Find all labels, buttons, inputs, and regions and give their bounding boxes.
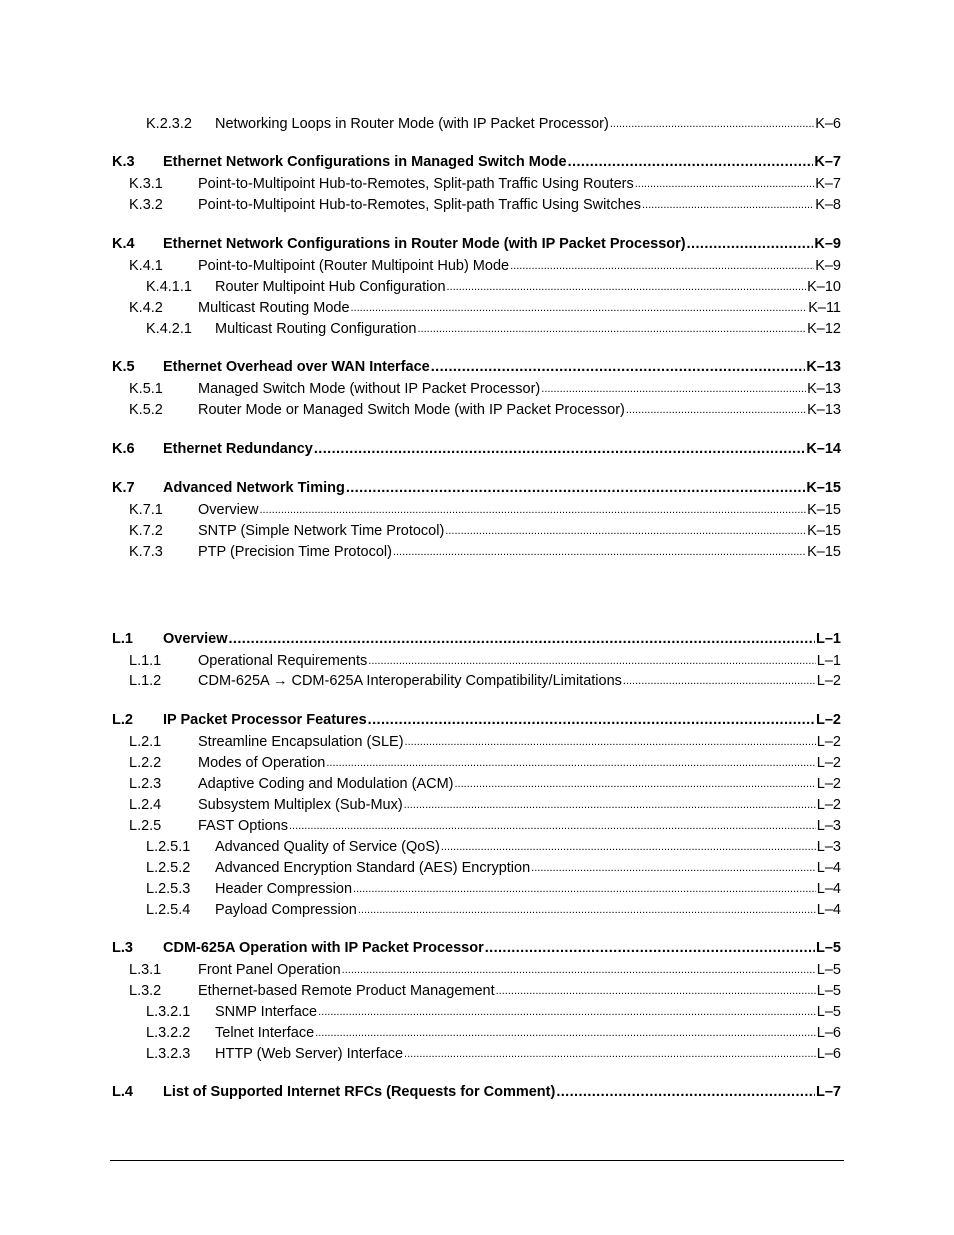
toc-entry-title: Header Compression	[215, 881, 353, 897]
dot-leader	[635, 175, 814, 193]
toc-entry-title: Front Panel Operation	[198, 962, 341, 978]
toc-entry-title: Point-to-Multipoint Hub-to-Remotes, Split-path Traffic Using Switches	[198, 197, 641, 213]
toc-entry-number: K.2.3.2	[146, 116, 192, 132]
dot-leader	[351, 299, 808, 317]
dot-leader	[441, 838, 816, 856]
toc-entry-page: L–2	[816, 734, 841, 750]
toc-entry-number: L.2.5.4	[146, 902, 191, 918]
dot-leader	[229, 631, 816, 648]
toc-entry-number: K.3.1	[129, 176, 163, 192]
toc-entry[interactable]	[112, 980, 841, 1000]
dot-leader	[623, 672, 816, 690]
toc-entry-title: Multicast Routing Mode	[198, 300, 350, 316]
toc-entry-number: K.4	[112, 236, 135, 252]
toc-entry-number: K.5.1	[129, 381, 163, 397]
dot-leader	[447, 278, 807, 296]
toc-entry-number: K.7.2	[129, 523, 163, 539]
toc-entry-number: L.3.2.1	[146, 1004, 191, 1020]
toc-entry-number: K.7.1	[129, 502, 163, 518]
toc-entry[interactable]	[112, 1043, 841, 1063]
toc-entry-page: K–9	[814, 236, 841, 252]
toc-entry-page: K–14	[806, 441, 841, 457]
toc-entry-number: K.4.2	[129, 300, 163, 316]
toc-entry-title: Operational Requirements	[198, 653, 368, 669]
toc-entry[interactable]	[112, 1001, 841, 1021]
dot-leader	[687, 236, 814, 253]
toc-entry-title: Overview	[198, 502, 259, 518]
toc-entry-number: K.5	[112, 359, 135, 375]
toc-entry-title: Ethernet Overhead over WAN Interface	[163, 359, 430, 375]
toc-entry[interactable]	[112, 959, 841, 979]
toc-entry-number: L.2	[112, 712, 133, 728]
toc-entry-number: L.2.3	[129, 776, 162, 792]
toc-entry-title: Ethernet Network Configurations in Router Mode (with IP Packet Processor)	[163, 236, 686, 252]
toc-entry-number: K.5.2	[129, 402, 163, 418]
dot-leader	[404, 796, 816, 814]
toc-entry[interactable]	[112, 499, 841, 519]
dot-leader	[358, 901, 816, 919]
dot-leader	[404, 1045, 816, 1063]
toc-entry[interactable]	[112, 194, 841, 214]
toc-entry-number: L.2.2	[129, 755, 162, 771]
toc-entry-page: K–15	[807, 523, 841, 539]
toc-entry-page: L–4	[816, 902, 841, 918]
toc-entry[interactable]	[112, 378, 841, 398]
toc-entry[interactable]	[112, 650, 841, 670]
toc-entry-number: L.2.5	[129, 818, 162, 834]
toc-entry[interactable]	[112, 670, 841, 690]
toc-entry-number: L.3.1	[129, 962, 162, 978]
toc-entry-number: K.4.2.1	[146, 321, 192, 337]
toc-entry-title: Advanced Encryption Standard (AES) Encryption	[215, 860, 531, 876]
toc-entry-title: CDM-625A Operation with IP Packet Processor	[163, 940, 484, 956]
dot-leader	[346, 480, 806, 497]
dot-leader	[455, 775, 816, 793]
toc-entry[interactable]	[112, 520, 841, 540]
dot-leader	[368, 652, 816, 670]
toc-entry[interactable]	[112, 899, 841, 919]
toc-entry-title: Ethernet-based Remote Product Management	[198, 983, 495, 999]
dot-leader	[431, 359, 806, 376]
toc-entry-page: L–5	[816, 962, 841, 978]
dot-leader	[496, 982, 816, 1000]
toc-entry-number: L.2.5.3	[146, 881, 191, 897]
toc-entry-title: SNTP (Simple Network Time Protocol)	[198, 523, 445, 539]
dot-leader	[626, 401, 806, 419]
toc-entry-title: Router Mode or Managed Switch Mode (with IP Packet Processor)	[198, 402, 625, 418]
toc-entry-page: K–13	[807, 381, 841, 397]
toc-entry[interactable]	[112, 399, 841, 419]
toc-entry-title: Multicast Routing Configuration	[215, 321, 417, 337]
toc-entry-number: L.4	[112, 1084, 133, 1100]
toc-entry-page: K–6	[815, 116, 841, 132]
toc-entry-page: L–4	[816, 881, 841, 897]
toc-entry-title: CDM-625A → CDM-625A Interoperability Compatibility/Limitations	[198, 673, 622, 689]
toc-entry-title: Telnet Interface	[215, 1025, 315, 1041]
dot-leader	[393, 543, 806, 561]
toc-entry-number: L.2.4	[129, 797, 162, 813]
toc-entry-number: L.2.5.2	[146, 860, 191, 876]
toc-entry[interactable]	[112, 318, 841, 338]
toc-entry-title: Managed Switch Mode (without IP Packet Processor)	[198, 381, 541, 397]
toc-entry[interactable]	[112, 477, 841, 497]
toc-entry[interactable]	[112, 255, 841, 275]
dot-leader	[556, 1084, 815, 1101]
toc-entry-title: Ethernet Redundancy	[163, 441, 313, 457]
toc-entry-title: PTP (Precision Time Protocol)	[198, 544, 392, 560]
toc-entry[interactable]	[112, 1081, 841, 1101]
dot-leader	[315, 1024, 816, 1042]
toc-entry-number: K.7	[112, 480, 135, 496]
toc-entry-page: L–2	[816, 797, 841, 813]
toc-entry-page: K–7	[815, 176, 841, 192]
toc-entry-page: L–2	[816, 712, 841, 728]
toc-entry[interactable]	[112, 233, 841, 253]
toc-entry[interactable]	[112, 752, 841, 772]
toc-entry-page: L–6	[816, 1025, 841, 1041]
dot-leader	[485, 940, 815, 957]
dot-leader	[510, 257, 814, 275]
toc-entry-number: L.2.5.1	[146, 839, 191, 855]
footer-divider	[110, 1160, 844, 1161]
dot-leader	[405, 733, 816, 751]
toc-entry-number: L.2.1	[129, 734, 162, 750]
toc-entry[interactable]	[112, 438, 841, 458]
toc-entry-page: K–15	[806, 480, 841, 496]
toc-entry[interactable]	[112, 815, 841, 835]
toc-entry-page: K–13	[807, 402, 841, 418]
toc-entry-title: SNMP Interface	[215, 1004, 318, 1020]
toc-entry[interactable]	[112, 151, 841, 171]
dot-leader	[445, 522, 806, 540]
toc-entry-number: L.1.1	[129, 653, 162, 669]
toc-entry-title: Point-to-Multipoint Hub-to-Remotes, Split-path Traffic Using Routers	[198, 176, 634, 192]
dot-leader	[318, 1003, 816, 1021]
toc-entry-number: L.3	[112, 940, 133, 956]
toc-entry[interactable]	[112, 356, 841, 376]
dot-leader	[418, 320, 807, 338]
toc-entry[interactable]	[112, 628, 841, 648]
dot-leader	[642, 196, 814, 214]
toc-entry-page: L–5	[816, 940, 841, 956]
toc-entry-number: L.1.2	[129, 673, 162, 689]
dot-leader	[326, 754, 815, 772]
toc-entry-page: L–5	[816, 983, 841, 999]
toc-entry-page: K–13	[806, 359, 841, 375]
toc-entry-page: L–1	[816, 653, 841, 669]
toc-entry-title: Payload Compression	[215, 902, 357, 918]
toc-entry-page: K–11	[808, 300, 841, 316]
toc-entry-title: Ethernet Network Configurations in Managed Switch Mode	[163, 154, 567, 170]
toc-entry[interactable]	[112, 794, 841, 814]
toc-entry-page: L–1	[816, 631, 841, 647]
toc-entry-number: L.3.2.2	[146, 1025, 191, 1041]
toc-entry-page: K–15	[807, 502, 841, 518]
toc-entry[interactable]	[112, 878, 841, 898]
toc-entry-page: L–3	[816, 839, 841, 855]
toc-entry-title: Advanced Network Timing	[163, 480, 345, 496]
toc-entry[interactable]	[112, 113, 841, 133]
toc-entry-page: K–15	[807, 544, 841, 560]
toc-entry-title: FAST Options	[198, 818, 288, 834]
toc-entry[interactable]	[112, 297, 841, 317]
toc-entry-page: L–2	[816, 673, 841, 689]
toc-entry[interactable]	[112, 937, 841, 957]
toc-entry-page: L–4	[816, 860, 841, 876]
dot-leader	[289, 817, 816, 835]
toc-entry-title: Overview	[163, 631, 228, 647]
toc-entry-title: Streamline Encapsulation (SLE)	[198, 734, 404, 750]
toc-entry[interactable]	[112, 836, 841, 856]
dot-leader	[568, 154, 814, 171]
toc-entry-title: Advanced Quality of Service (QoS)	[215, 839, 440, 855]
toc-entry-number: K.7.3	[129, 544, 163, 560]
toc-entry[interactable]	[112, 1022, 841, 1042]
toc-entry[interactable]	[112, 541, 841, 561]
dot-leader	[368, 712, 815, 729]
toc-entry-title: Adaptive Coding and Modulation (ACM)	[198, 776, 454, 792]
toc-entry-number: L.3.2	[129, 983, 162, 999]
toc-entry-number: L.3.2.3	[146, 1046, 191, 1062]
toc-entry-title: HTTP (Web Server) Interface	[215, 1046, 404, 1062]
toc-entry-number: K.6	[112, 441, 135, 457]
dot-leader	[610, 115, 814, 133]
toc-entry-page: L–6	[816, 1046, 841, 1062]
toc-entry[interactable]	[112, 173, 841, 193]
toc-entry-number: K.4.1.1	[146, 279, 192, 295]
toc-entry[interactable]	[112, 276, 841, 296]
dot-leader	[314, 441, 805, 458]
toc-entry-page: L–3	[816, 818, 841, 834]
toc-entry-page: L–2	[816, 755, 841, 771]
toc-entry-title: Router Multipoint Hub Configuration	[215, 279, 446, 295]
dot-leader	[531, 859, 816, 877]
toc-entry-page: K–12	[807, 321, 841, 337]
toc-entry-title: Subsystem Multiplex (Sub-Mux)	[198, 797, 403, 813]
toc-entry-page: L–2	[816, 776, 841, 792]
toc-entry-number: L.1	[112, 631, 133, 647]
toc-entry-page: K–10	[807, 279, 841, 295]
toc-entry[interactable]	[112, 731, 841, 751]
toc-entry-page: K–8	[815, 197, 841, 213]
toc-entry-number: K.4.1	[129, 258, 163, 274]
toc-entry-title: List of Supported Internet RFCs (Requests for Comment)	[163, 1084, 556, 1100]
dot-leader	[259, 501, 806, 519]
toc-entry-title: IP Packet Processor Features	[163, 712, 367, 728]
dot-leader	[541, 380, 806, 398]
toc-entry[interactable]	[112, 857, 841, 877]
toc-entry-page: L–5	[816, 1004, 841, 1020]
toc-entry[interactable]	[112, 709, 841, 729]
dot-leader	[342, 961, 816, 979]
toc-entry-number: K.3.2	[129, 197, 163, 213]
toc-entry-page: K–7	[814, 154, 841, 170]
toc-entry-title: Modes of Operation	[198, 755, 326, 771]
toc-entry[interactable]	[112, 773, 841, 793]
toc-entry-title: Point-to-Multipoint (Router Multipoint Hub) Mode	[198, 258, 510, 274]
toc-entry-page: K–9	[815, 258, 841, 274]
dot-leader	[353, 880, 816, 898]
toc-entry-page: L–7	[816, 1084, 841, 1100]
toc-entry-number: K.3	[112, 154, 135, 170]
toc-entry-title: Networking Loops in Router Mode (with IP Packet Processor)	[215, 116, 609, 132]
